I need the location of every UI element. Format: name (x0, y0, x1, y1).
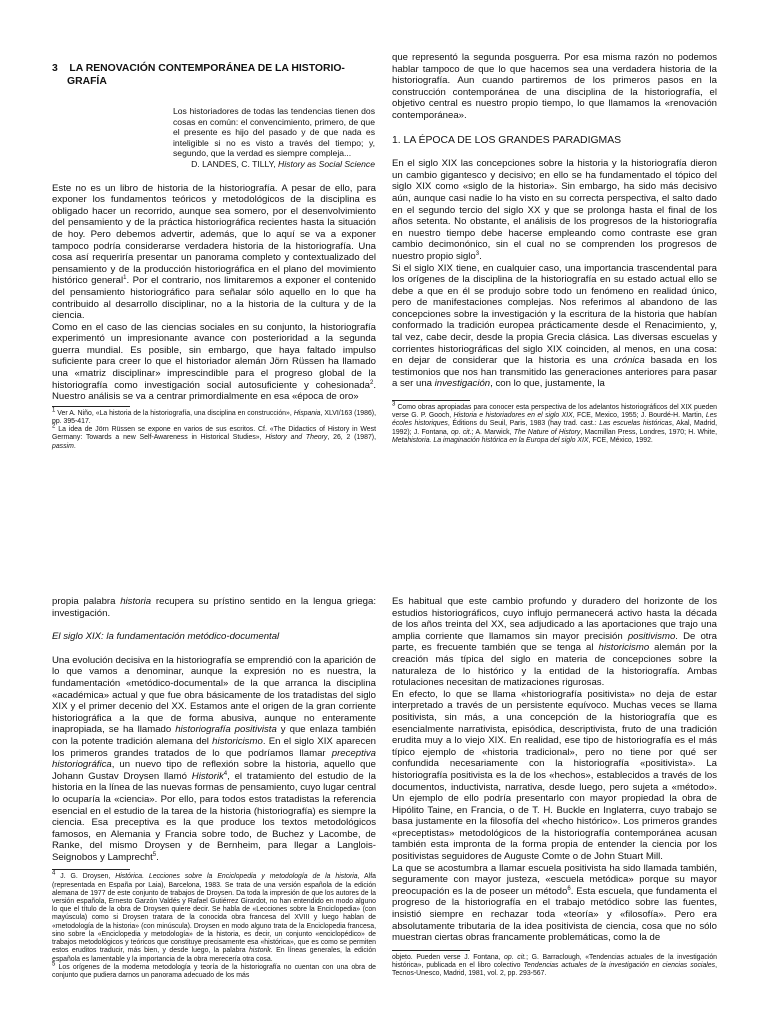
footnote-rule (392, 950, 470, 951)
chapter-heading (52, 62, 376, 88)
paragraph: La que se acostumbra a llamar escuela positivista ha sido llamada también, seguramente con mayor justeza, «escuela metódica» porque su mayor preocupación es la de poseer un método$^6$. Esta escuela, que fundamenta el progreso de la historiografía en el trabajo metódico sobre las fuentes, insistió siempre en rechazar toda «teoría» y «filosofía». Pero era absolutamente tributaria de la idea positivista de ciencia, cosa que no sólo muestran ciertas obras francamente problemáticas, como la de (392, 862, 717, 944)
paragraph: que representó la segunda posguerra. Por esa misma razón no podemos hablar tampoco de que lo que hacemos sea una verdadera historia de la historiografía. Aun cuando partiremos de los primeros pasos en la construcción contemporánea de una disciplina de la historiografía, el objetivo central es nuestro propio tiempo, lo que llamamos la «renovación contemporánea». (392, 52, 717, 121)
footnote-ref: 4 (223, 770, 228, 777)
subheading: El siglo XIX: la fundamentación metódico-documental (52, 631, 280, 643)
paragraph: En efecto, lo que se llama «historiografía positivista» no deja de estar interpretado a través de un persistente equívoco. Muchas veces se llama positivista, sin más, a una concepción de la historiografía que es esencialmente narrativista, episódica, descriptivista, fruto de una tradición erudita muy a lo viejo XIX. En realidad, ese tipo de historiografía es el más típico ejemplo de «historia tradicional», pero no tiene por qué ser confundida necesariamente con la historiografía «positivista». La historiografía positivista es la de los «hechos», establecidos a través de los documentos, inductivista, narrativa, desde luego, pero sujeta a «método». Un ejemplo de ello podría presentarlo con mayor propiedad la obra de Hipólito Taine, en Francia, o de T. H. Buckle en Inglaterra, cuyo trabajo se basa justamente en la filosofía del «hecho histórico». Los primeros grandes «preceptistas» metodológicos de la historiografía contemporánea acusan también esta impronta de la forma propia de entender la ciencia por los positivistas seguidores de Auguste Comte o de John Stuart Mill. (392, 688, 717, 863)
epigraph-work: History as Social Science (278, 158, 375, 169)
paragraph: Es habitual que este cambio profundo y duradero del horizonte de los estudios historiográficos, cuyo influjo permanecerá activo hasta la década de los años treinta del XX, sea adjudicado a las aportaciones que trajo una amplia corriente que llamamos sin mayor precisión positivismo. De otra parte, es frecuente también que se tenga al historicismo alemán por la creación más típica del siglo en materia de concepciones sobre la naturaleza de lo histórico y la entidad de la historiografía. Ambas rotulaciones necesitan de matizaciones rigurosas. (392, 596, 718, 689)
bottom-right-column (392, 596, 717, 978)
footnote: $^4$ J. G. Droysen, Histórica. Lecciones sobre la Enciclopedia y metodología de la historia, Alfa (representada en España por Laia), Barcelona, 1983. Se trata de una versión española de la edición alemana de 1977 de este conjunto de trabajos de Droysen. Da toda la impresión de que los autores de la versión española, Ernesto Garzón Valdés y Rafael Gutiérrez Girardot, no han entendido en modo alguno lo que el título de la obra de Droysen quiere decir. Se habla de «Lecciones sobre la Enciclopedia» (con mayúscula) como si Droysen tratara de la conocida obra francesa del XVIII y luego hablan de «metodología de la historia» (con minúscula). Droysen en modo alguno trata de la Enciclopedia francesa, sino sobre la «Enciclopedia y metodología» de la historia, es decir, un conjunto «enciclopédico» de trabajos metodológicos y teóricos que constituye precisamente esa «histórica», que es como se permiten estos eruditos traducir, más bien, y desde luego, la palabra historik. En líneas generales, la edición española es lamentable y la importancia de la obra merecería otra cosa. (52, 871, 376, 963)
paragraph: propia palabra historia recupera su prístino sentido en la lengua griega: investigación. (52, 596, 376, 619)
footnote-ref: 2 (369, 379, 374, 386)
paragraph: Este no es un libro de historia de la historiografía. A pesar de ello, para exponer los fundamentos teóricos y metodológicos de la disciplina es obligado hacer un recorrido, aunque sea somero, por el desenvolvimiento del pensamiento y de la práctica historiográfica recientes hasta la situación de hoy. Pero debemos advertir, además, que lo aquí se va a exponer tampoco podría considerarse verdadera historia de la historiografía. Una cosa así requeriría presentar un panorama completo y contextualizado del pensamiento y de la producción historiográfica en el plano del movimiento histórico general$^1$. Por el contrario, nos limitaremos a exponer el contenido del pensamiento historiográfico para señalar sólo aquello en lo que ha contribuido al desarrollo disciplinar, no a la historia de la cultura y de la ciencia. (52, 182, 376, 322)
body-text (52, 183, 376, 403)
footnote-ref: 6 (567, 885, 571, 892)
footnote: objeto. Pueden verse J. Fontana, op. cit.; G. Barraclough, «Tendencias actuales de la investigación histórica», publicada en el libro colectivo Tendencias actuales de la investigación en ciencias sociales, Tecnos-Unesco, Madrid, 1981, vol. 2, pp. 293-567. (392, 953, 718, 978)
footnote-rule (52, 869, 130, 870)
paragraph: En el siglo XIX las concepciones sobre la historia y la historiografía dieron un cambio gigantesco y decisivo; en ello se ha fundamentado el tópico del siglo XIX como «siglo de la historia». Sin embargo, ha sido más decisivo aún, aunque casi nadie lo ha visto en su correcta perspectiva, el salto dado en el segundo tercio del siglo XX y que se prolonga hasta el final de los años setenta. No obstante, el análisis de los progresos de la historiografía en nuestro tiempo debe hacerse empleando como contraste ese gran cambio decimonónico, sin el cual no se comprenden los progresos de nuestro propio siglo$^3$. (392, 158, 717, 262)
epigraph-author: D. LANDES, C. TILLY, (191, 158, 279, 169)
footnote: $^2$ La idea de Jörn Rüssen se expone en varios de sus escritos. Cf. «The Didactics of History in West Germany: Towards a new Self-Awareness in Historical Studies», History and Theory, 26, 2 (1987), passim. (52, 423, 377, 450)
footnote-rule (392, 400, 470, 401)
paragraph: Si el siglo XIX tiene, en cualquier caso, una importancia trascendental para los orígenes de la disciplina de la historiografía en su estado actual ello se debe a que en él se produjo sobre todo un fenómeno en realidad único, pero de manifestaciones complejas. Nos referimos al abandono de las concepciones sobre la investigación y la escritura de la historia que habían conformado la tradición europea prácticamente desde el Renacimiento, y, tal vez, cabe decir, desde la propia Grecia clásica. Las diversas escuelas y corrientes historiográficas del siglo XIX coinciden, al menos, en una cosa: en dejar de considerar que la historia es una crónica basada en los testimonios que nos han transmitido las generaciones anteriores para pasar a ser una investigación, con lo que, justamente, la (392, 262, 718, 390)
footnote-rule (52, 406, 130, 407)
section-heading: 1. LA ÉPOCA DE LOS GRANDES PARADIGMAS (392, 134, 622, 146)
footnote: $^3$ Como obras apropiadas para conocer esta perspectiva de los adelantos historiográficos del XIX pueden verse G. P. Gooch, Historia e historiadores en el siglo XIX, FCE, Mexico, 1955; J. Bourdé-H. Martin, Les écoles historiques, Éditions du Seuil, Paris, 1983 (hay trad. cast.: Las escuelas históricas, Akal, Madrid, 1992); J. Fontana, op. cit.; A. Marwick, The Nature of History, Macmillan Press, Londres, 1970; H. White, Metahistoria. La imaginación histórica en la Europa del siglo XIX, FCE, México, 1992. (392, 401, 717, 444)
epigraph (173, 106, 375, 170)
chapter-title-line2: GRAFÍA (67, 76, 107, 87)
footnote: $^1$ Ver A. Niño, «La historia de la historiografía, una disciplina en construcción», Hispania, XLVI/163 (1986), pp. 395-417. (52, 407, 376, 426)
epigraph-text: Los historiadores de todas las tendencias tienen dos cosas en común: el convencimiento, primero, de que el presente es hijo del pasado y de que nada es inteligible si no es visto a través del tiempo; y, segundo, que la verdad es siempre compleja... (173, 106, 375, 159)
top-right-column (392, 52, 717, 445)
bottom-left-column (52, 596, 376, 980)
footnote-ref: 5 (152, 851, 157, 858)
epigraph-source (173, 159, 375, 170)
chapter-title-line1: LA RENOVACIÓN CONTEMPORÁNEA DE LA HISTORIO- (69, 63, 345, 74)
paragraph: Una evolución decisiva en la historiografía se emprendió con la aparición de lo que vamos a denominar, aunque la expresión no es nuestra, la fundamentación «metódico-documental» de la que arranca la disciplina «académica» actual y que fue obra básicamente de los tratadistas del siglo XIX y el primer decenio del XX. Estamos ante el origen de la gran corriente historiográfica a la que de forma abusiva, aunque no enteramente inapropiada, se ha llamado historiografía positivista y que enlaza también con la potente tradición alemana del historicismo. En el siglo XIX aparecen los primeros grandes tratados de lo que podríamos llamar preceptiva historiográfica, un nuevo tipo de reflexión sobre la historia, aquello que Johann Gustav Droysen llamó Historik$^4$, el tratamiento del estudio de la historia en la línea de las nuevas formas de pensamiento, cuyo lugar central lo ocuparía la «ciencia». Por ello, para todos estos tratadistas la referencia esencial en el estudio de la tarea de la historia (historiografía) es siempre la ciencia. Esa preceptiva es la que produce los textos metodológicos famosos, en Alemania y Francia sobre todo, de Buchez y Lacombe, de Ranke, del mismo Droysen y de Bernheim, para llegar a Langlois-Seignobos y Lamprecht$^5$. (52, 654, 377, 863)
chapter-number: 3 (52, 63, 58, 74)
paragraph: Como en el caso de las ciencias sociales en su conjunto, la historiografía experimentó un impresionante avance con posterioridad a la segunda guerra mundial. Es posible, sin embargo, que haya faltado impulso suficiente para creer lo que el historiador alemán Jörn Rüssen ha llamado una «matriz disciplinar» imprescindible para el progreso global de la historiografía como investigación social autosuficiente y cohesionada$^2$. Nuestro análisis se va a centrar primordialmente en esa «época de oro» (52, 321, 376, 403)
footnote-ref: 3 (475, 250, 480, 257)
footnote: $^5$ Los orígenes de la moderna metodología y teoría de la historiografía no cuentan con una obra de conjunto que pudiera darnos un panorama adecuado de los más (52, 961, 376, 979)
footnote-ref: 1 (123, 275, 127, 282)
top-left-column (52, 62, 376, 451)
